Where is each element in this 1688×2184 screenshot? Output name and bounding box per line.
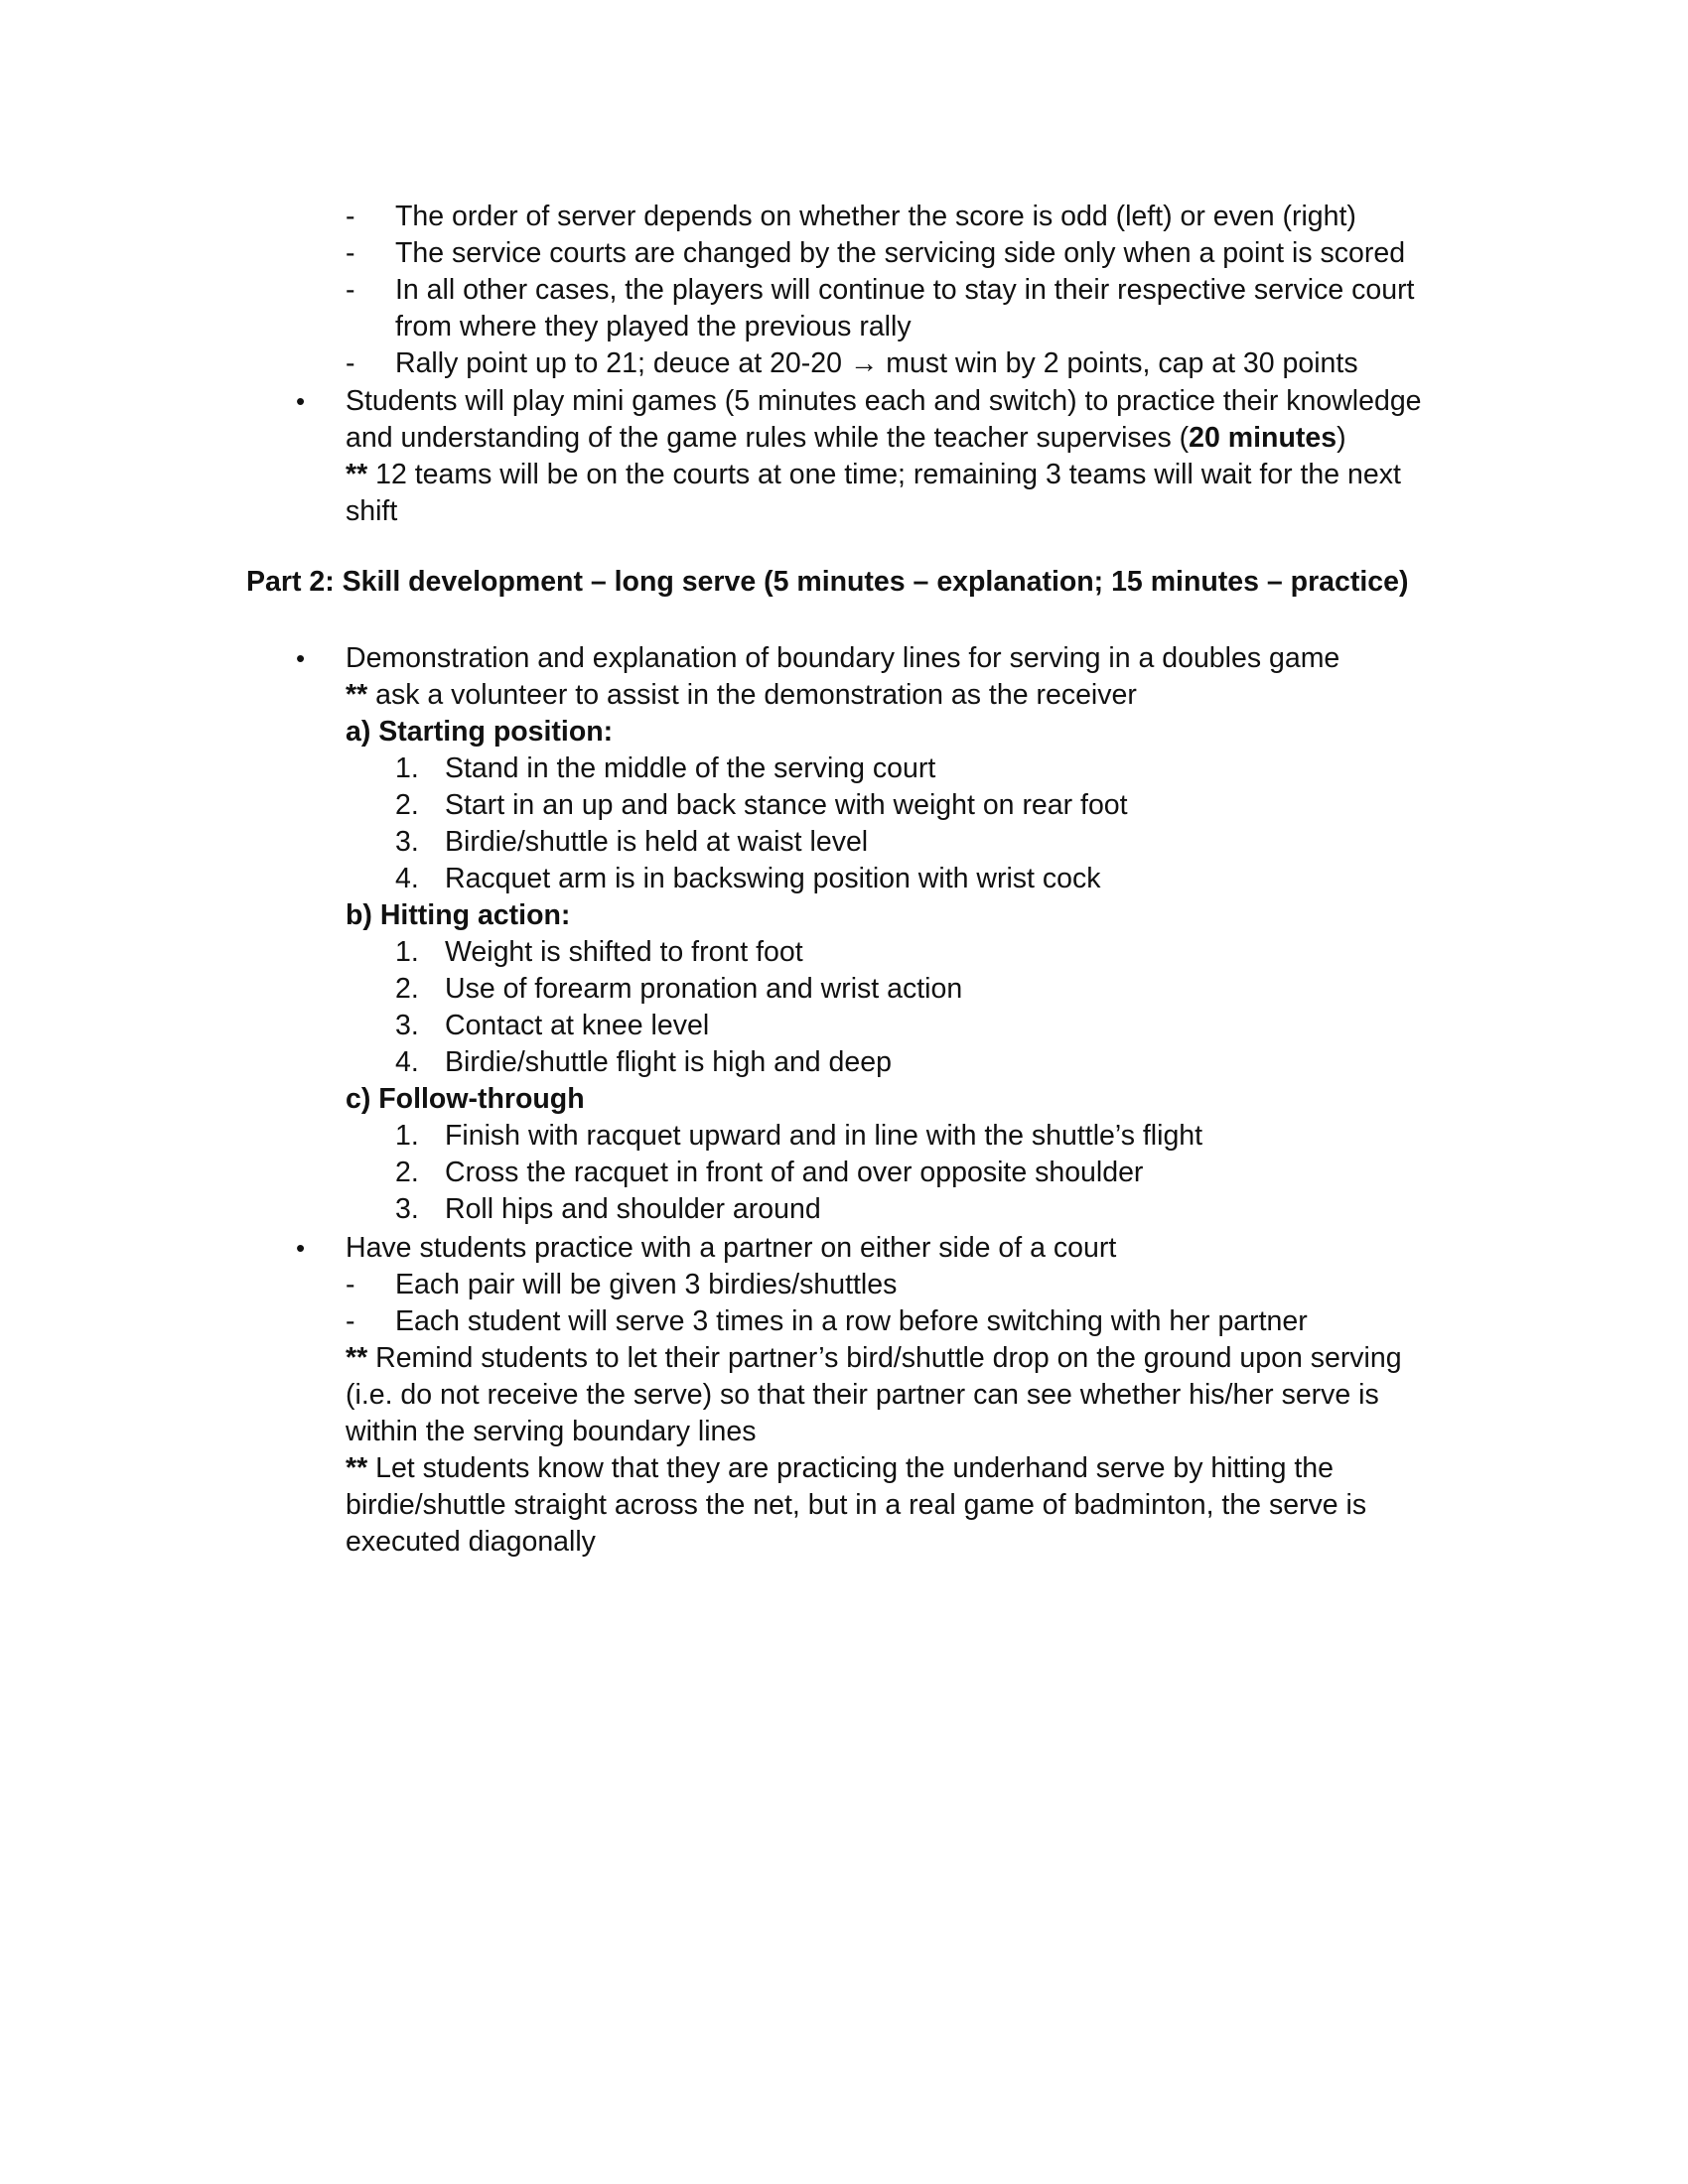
practice-note-1-line-2: (i.e. do not receive the serve) so that their partner can see whether his/her serve is — [346, 1379, 1379, 1411]
dash-marker: - — [346, 274, 355, 306]
note-stars: ** — [346, 1342, 368, 1374]
list-item: Use of forearm pronation and wrist action — [445, 973, 963, 1005]
dash-marker: - — [346, 201, 355, 232]
list-item: Finish with racquet upward and in line with the shuttle’s flight — [445, 1120, 1203, 1152]
practice-note-1-line-3: within the serving boundary lines — [346, 1416, 757, 1447]
note-text: ask a volunteer to assist in the demonstration as the receiver — [367, 679, 1137, 711]
practice-note-1 — [346, 1340, 1402, 1377]
note-text: Remind students to let their partner’s bird/shuttle drop on the ground upon serving — [367, 1342, 1402, 1374]
item-number: 1. — [395, 1120, 419, 1152]
list-item: Racquet arm is in backswing position with wrist cock — [445, 863, 1101, 894]
list-item: Roll hips and shoulder around — [445, 1193, 821, 1225]
rule-text: Rally point up to 21; deuce at 20-20 → must win by 2 points, cap at 30 points — [395, 347, 1358, 379]
section-title: a) Starting position: — [346, 716, 614, 748]
dash-marker: - — [346, 1269, 355, 1300]
dash-marker: - — [346, 1305, 355, 1337]
item-number: 3. — [395, 1193, 419, 1225]
practice-note-2 — [346, 1450, 1334, 1487]
note-text: Let students know that they are practicing the underhand serve by hitting the — [367, 1452, 1334, 1484]
demo-text: Demonstration and explanation of boundary lines for serving in a doubles game — [346, 642, 1340, 674]
practice-note-2-line-3: executed diagonally — [346, 1526, 596, 1558]
note-stars: ** — [346, 679, 368, 711]
rule-text-continued: from where they played the previous rally — [395, 311, 912, 342]
practice-sub-item: Each pair will be given 3 birdies/shuttles — [395, 1269, 898, 1300]
practice-sub-item: Each student will serve 3 times in a row before switching with her partner — [395, 1305, 1308, 1337]
rule-text: The service courts are changed by the servicing side only when a point is scored — [395, 237, 1406, 269]
item-number: 1. — [395, 936, 419, 968]
item-number: 3. — [395, 826, 419, 858]
demo-note — [346, 677, 1137, 714]
item-number: 3. — [395, 1010, 419, 1041]
item-number: 1. — [395, 752, 419, 784]
mini-games-text: Students will play mini games (5 minutes each and switch) to practice their knowledge — [346, 385, 1422, 417]
bullet-marker: • — [296, 643, 306, 673]
practice-text: Have students practice with a partner on either side of a court — [346, 1232, 1117, 1264]
text-segment: and understanding of the game rules while the teacher supervises ( — [346, 422, 1190, 454]
list-item: Birdie/shuttle is held at waist level — [445, 826, 869, 858]
section-title: c) Follow-through — [346, 1083, 585, 1115]
bullet-marker: • — [296, 386, 306, 416]
rule-text: In all other cases, the players will continue to stay in their respective service court — [395, 274, 1415, 306]
mini-games-note — [346, 457, 1401, 493]
item-number: 2. — [395, 1157, 419, 1188]
list-item: Stand in the middle of the serving court — [445, 752, 936, 784]
list-item: Birdie/shuttle flight is high and deep — [445, 1046, 892, 1078]
item-number: 2. — [395, 973, 419, 1005]
dash-marker: - — [346, 237, 355, 269]
note-text: 12 teams will be on the courts at one time; remaining 3 teams will wait for the next — [367, 459, 1401, 490]
part2-heading: Part 2: Skill development – long serve (5 minutes – explanation; 15 minutes – practice) — [246, 566, 1409, 598]
item-number: 2. — [395, 789, 419, 821]
list-item: Weight is shifted to front foot — [445, 936, 803, 968]
list-item: Start in an up and back stance with weight on rear foot — [445, 789, 1128, 821]
note-stars: ** — [346, 459, 368, 490]
list-item: Cross the racquet in front of and over opposite shoulder — [445, 1157, 1144, 1188]
duration-bold: 20 minutes — [1189, 422, 1337, 454]
item-number: 4. — [395, 863, 419, 894]
list-item: Contact at knee level — [445, 1010, 710, 1041]
text-segment: ) — [1336, 422, 1346, 454]
note-stars: ** — [346, 1452, 368, 1484]
item-number: 4. — [395, 1046, 419, 1078]
mini-games-note-2: shift — [346, 495, 398, 527]
rule-text: The order of server depends on whether the score is odd (left) or even (right) — [395, 201, 1356, 232]
mini-games-text-2 — [346, 420, 1346, 457]
section-title: b) Hitting action: — [346, 899, 571, 931]
dash-marker: - — [346, 347, 355, 379]
bullet-marker: • — [296, 1233, 306, 1263]
practice-note-2-line-2: birdie/shuttle straight across the net, but in a real game of badminton, the serve is — [346, 1489, 1367, 1521]
